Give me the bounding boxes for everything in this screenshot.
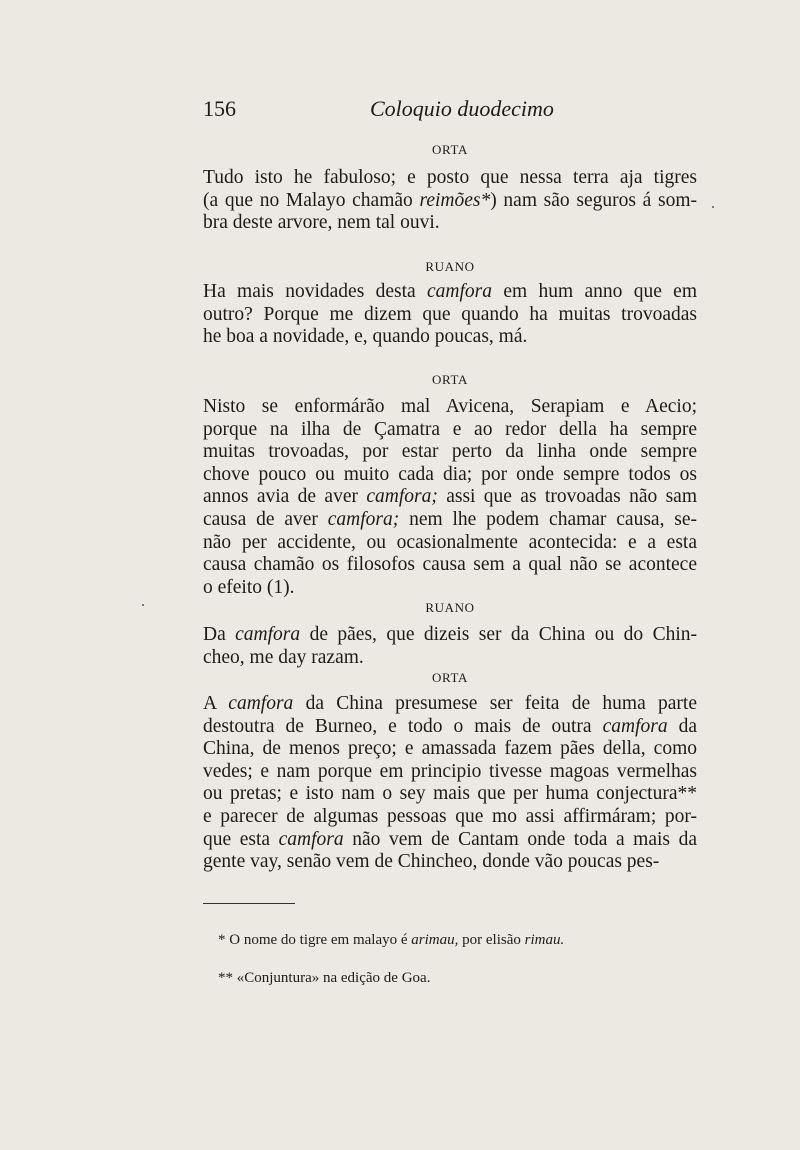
text-run: não vem de Cantam onde toda a mais da <box>343 828 697 850</box>
text-line <box>203 693 697 716</box>
text-run: da <box>667 715 698 737</box>
text-run: da China presumese ser feita de huma parte <box>293 693 697 714</box>
text-run: nem lhe podem chamar causa, se- <box>399 508 698 530</box>
page-number: 156 <box>203 96 236 121</box>
text-run: causa chamão os filosofos causa sem a qual não se acontece <box>203 554 697 576</box>
text-run: China, de menos preço; e amassada fazem pães della, como <box>203 738 697 760</box>
text-line <box>203 464 697 487</box>
text-run: he boa a novidade, e, quando poucas, má. <box>203 326 528 348</box>
paper-speck <box>142 604 144 606</box>
text-line <box>203 167 697 190</box>
italic-term: reimões* <box>419 189 491 211</box>
speaker-label: ORTA <box>432 670 468 685</box>
dialogue-paragraph <box>203 396 697 599</box>
text-line <box>203 190 697 213</box>
italic-term: camfora; <box>327 508 400 530</box>
text-line <box>203 783 697 806</box>
dialogue-paragraph <box>203 693 697 874</box>
text-run: vedes; e nam porque em principio tivesse magoas vermelhas <box>203 760 697 782</box>
dialogue-paragraph <box>203 281 697 349</box>
italic-term: arimau, <box>411 932 459 948</box>
text-line <box>203 624 697 647</box>
text-line <box>203 716 697 739</box>
text-run: cheo, me day razam. <box>203 646 364 668</box>
italic-term: camfora <box>427 281 492 302</box>
text-run: ** «Conjuntura» na edição de Goa. <box>218 970 431 986</box>
page-header <box>203 96 697 132</box>
text-run: e parecer de algumas pessoas que mo assi affirmáram; por- <box>203 805 697 827</box>
text-line <box>203 212 697 235</box>
text-line <box>203 851 697 874</box>
paper-speck <box>712 206 714 208</box>
text-line <box>203 761 697 784</box>
text-line <box>203 304 697 327</box>
italic-term: camfora; <box>366 486 438 508</box>
text-line <box>203 554 697 577</box>
text-run: o efeito (1). <box>203 576 295 598</box>
text-run: porque na ilha de Çamatra e ao redor della ha sempre <box>203 418 697 440</box>
text-run: * O nome do tigre em malayo é <box>218 932 412 948</box>
text-run: Da <box>203 624 236 645</box>
text-line <box>203 419 697 442</box>
speaker-label: ORTA <box>432 372 468 387</box>
text-run: outro? Porque me dizem que quando ha muitas trovoadas <box>203 303 697 325</box>
footnote <box>218 932 564 949</box>
footnote-divider <box>203 903 295 904</box>
text-run: ) nam são seguros á som- <box>490 189 697 211</box>
text-run: por elisão <box>458 932 525 948</box>
text-line <box>203 509 697 532</box>
text-run: assi que as trovoadas não sam <box>437 486 697 508</box>
speaker-label: RUANO <box>425 600 475 615</box>
text-run: destoutra de Burneo, e todo o mais de outra <box>203 715 603 737</box>
text-run: causa de aver <box>203 508 328 530</box>
text-line <box>203 577 697 600</box>
text-run: gente vay, senão vem de Chincheo, donde vão poucas pes- <box>203 851 660 873</box>
text-run: não per accidente, ou ocasionalmente acontecida: e a esta <box>203 531 697 553</box>
italic-term: camfora <box>278 828 344 850</box>
text-run: chove pouco ou muito cada dia; por onde sempre todos os <box>203 463 697 485</box>
text-run: ou pretas; e isto nam o sey mais que per huma conjectura** <box>203 783 697 805</box>
italic-term: camfora <box>235 624 301 645</box>
text-line <box>203 738 697 761</box>
text-run: muitas trovoadas, por estar perto da linha onde sempre <box>203 441 697 463</box>
text-line <box>203 326 697 349</box>
text-run: Tudo isto he fabuloso; e posto que nessa terra aja tigres <box>203 167 697 188</box>
text-run: de pães, que dizeis ser da China ou do Chin- <box>300 624 697 645</box>
italic-term: camfora <box>602 715 668 737</box>
text-run: A <box>203 693 229 714</box>
text-line <box>203 396 697 419</box>
text-run: Ha mais novidades desta <box>203 281 427 302</box>
text-run: (a que no Malayo chamão <box>203 189 420 211</box>
dialogue-paragraph <box>203 167 697 235</box>
dialogue-paragraph <box>203 624 697 669</box>
speaker-label: ORTA <box>432 142 468 157</box>
text-line <box>203 829 697 852</box>
text-line <box>203 532 697 555</box>
italic-term: rimau. <box>524 932 565 948</box>
text-run: Nisto se enformárão mal Avicena, Serapiam e Aecio; <box>203 396 697 417</box>
text-line <box>203 441 697 464</box>
running-title: Coloquio duodecimo <box>370 96 554 121</box>
text-run: bra deste arvore, nem tal ouvi. <box>203 212 440 234</box>
footnote <box>218 970 430 987</box>
text-line <box>203 486 697 509</box>
italic-term: camfora <box>228 693 294 714</box>
speaker-label: RUANO <box>425 259 475 274</box>
text-line <box>203 806 697 829</box>
text-run: que esta <box>203 828 279 850</box>
text-line <box>203 281 697 304</box>
text-run: em hum anno que em <box>492 281 697 302</box>
text-line <box>203 647 697 670</box>
text-run: annos avia de aver <box>203 486 367 508</box>
